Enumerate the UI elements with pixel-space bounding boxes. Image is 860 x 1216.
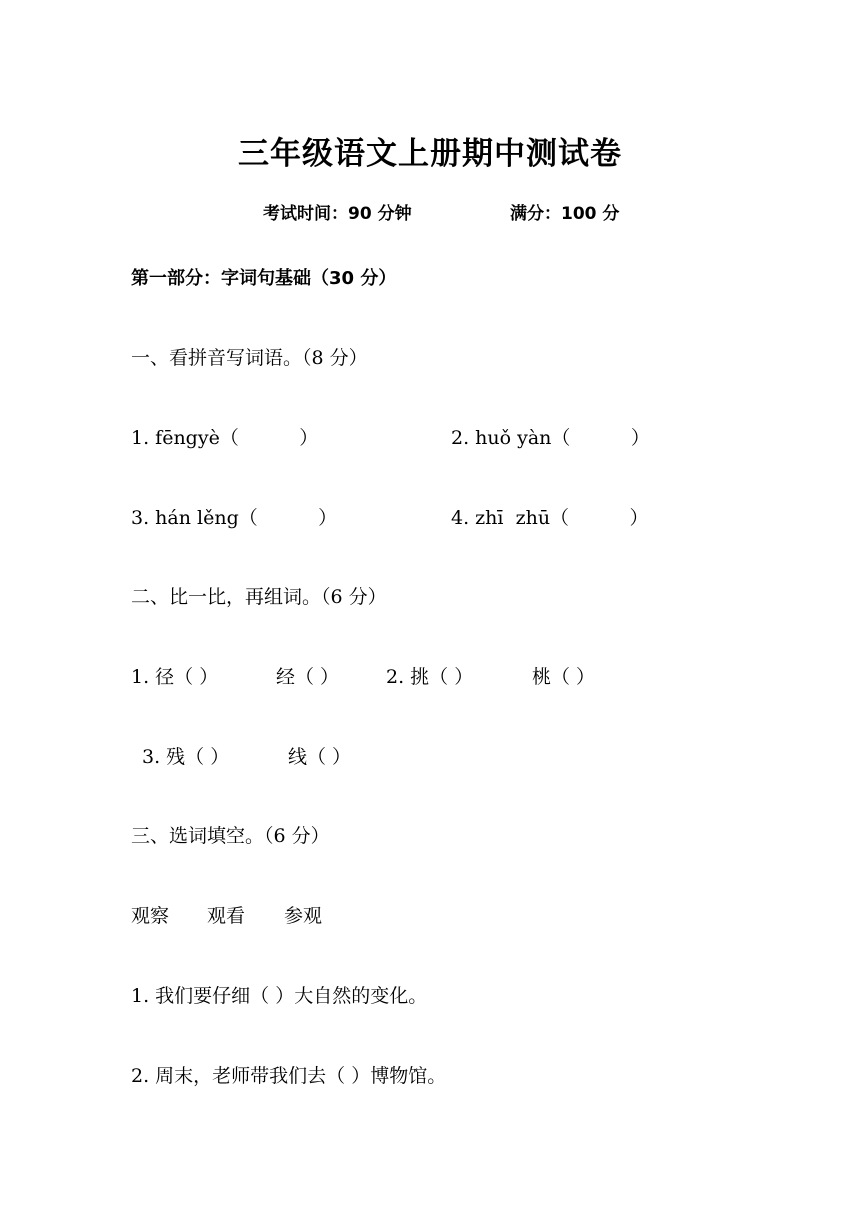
fill-sentence-2: 2. 周末，老师带我们去（ ）博物馆。 [131, 1065, 447, 1087]
compare-item: 1. 径（ ） [131, 666, 219, 688]
page-title: 三年级语文上册期中测试卷 [238, 136, 622, 172]
compare-item: 桃（ ） [532, 666, 596, 688]
compare-item: 线（ ） [288, 746, 352, 768]
exam-time: 考试时间：90 分钟 [263, 204, 412, 224]
word-choice: 参观 [284, 905, 323, 927]
pinyin-item-2: 2. huǒ yàn（ ） [451, 427, 650, 449]
word-choice: 观看 [207, 905, 246, 927]
question-heading-3: 三、选词填空。（6 分） [131, 825, 330, 847]
question-heading-1: 一、看拼音写词语。（8 分） [131, 347, 368, 369]
pinyin-item-3: 3. hán lěng（ ） [131, 507, 338, 529]
full-score: 满分：100 分 [510, 204, 620, 224]
compare-item: 3. 残（ ） [142, 746, 230, 768]
word-choice: 观察 [131, 905, 170, 927]
compare-item: 经（ ） [276, 666, 340, 688]
compare-item: 2. 挑（ ） [386, 666, 474, 688]
fill-sentence-1: 1. 我们要仔细（ ）大自然的变化。 [131, 985, 428, 1007]
question-heading-2: 二、比一比，再组词。（6 分） [131, 586, 387, 608]
pinyin-item-1: 1. fēngyè（ ） [131, 427, 319, 449]
part-heading: 第一部分：字词句基础（30 分） [131, 268, 397, 289]
pinyin-item-4: 4. zhī zhū（ ） [451, 507, 649, 529]
